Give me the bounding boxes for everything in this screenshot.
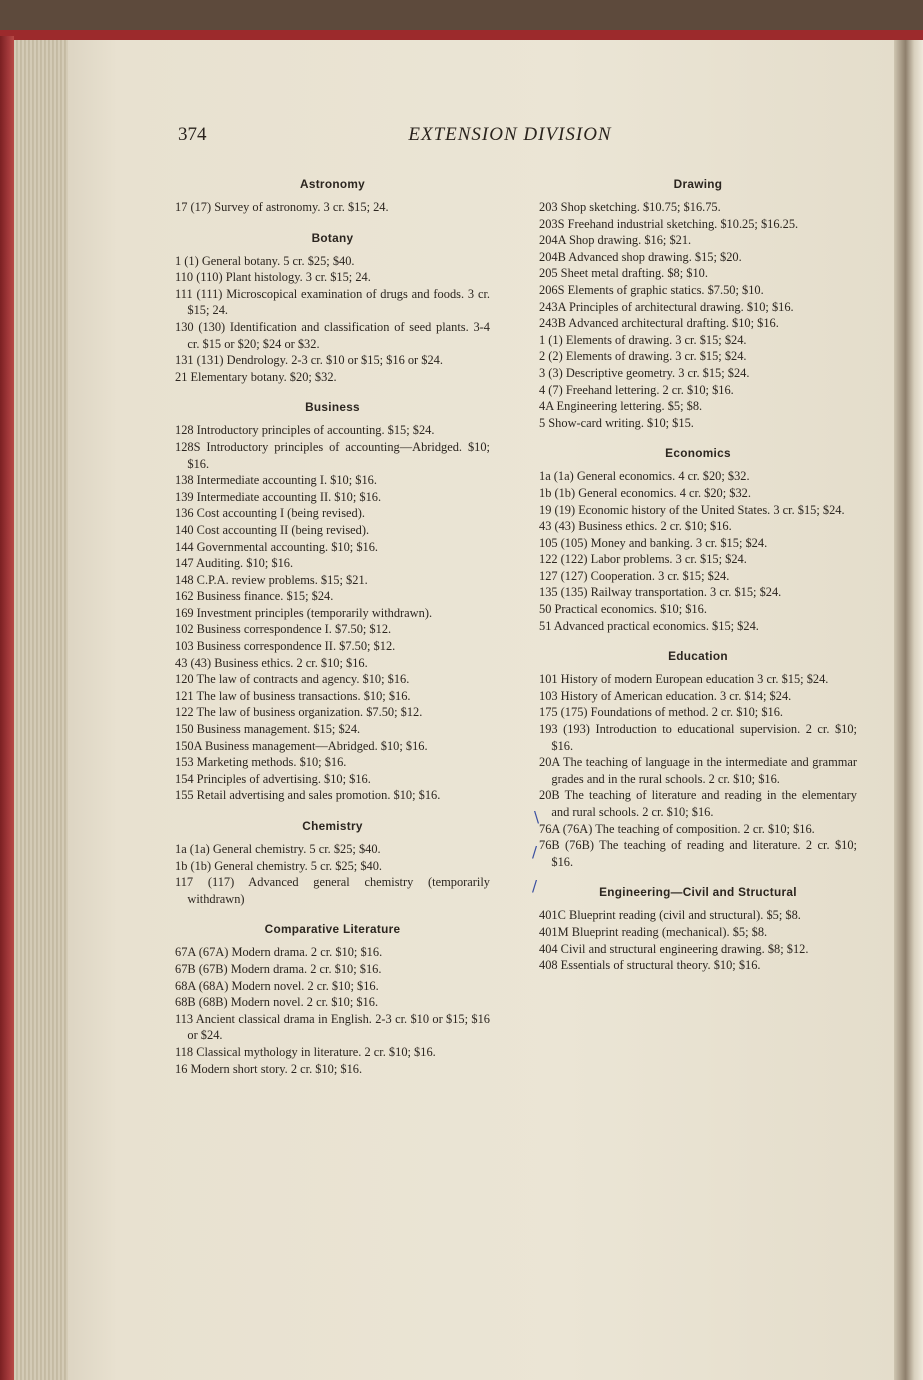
course-entry: 127 (127) Cooperation. 3 cr. $15; $24. bbox=[539, 568, 730, 583]
course-entry: 148 C.P.A. review problems. $15; $21. bbox=[175, 572, 368, 587]
section-heading: Chemistry bbox=[302, 819, 363, 833]
course-entry: 76A (76A) The teaching of composition. 2 cr. $10; $16. bbox=[539, 821, 815, 836]
course-entry: 401C Blueprint reading (civil and structural). $5; $8. bbox=[539, 908, 801, 923]
section-heading: Botany bbox=[311, 230, 354, 245]
pencil-mark: \ bbox=[534, 808, 540, 826]
course-entry: 404 Civil and structural engineering drawing. $8; $12. bbox=[539, 941, 809, 956]
course-entry: 121 The law of business transactions. $10; $16. bbox=[175, 688, 411, 703]
course-entry: 4 (7) Freehand lettering. 2 cr. $10; $16. bbox=[539, 382, 734, 397]
course-entry: 67B (67B) Modern drama. 2 cr. $10; $16. bbox=[175, 961, 382, 976]
course-entry: 20B The teaching of literature and reading in the elementary and rural schools. 2 cr. $10; $16. bbox=[539, 788, 857, 819]
section-heading: Comparative Literature bbox=[264, 922, 401, 937]
course-entry: 117 (117) Advanced general chemistry (temporarily withdrawn) bbox=[175, 875, 490, 906]
course-entry: 120 The law of contracts and agency. $10; $16. bbox=[175, 672, 410, 687]
course-entry: 150 Business management. $15; $24. bbox=[175, 722, 361, 737]
course-entry: 243B Advanced architectural drafting. $10; $16. bbox=[539, 316, 779, 331]
course-entry: 136 Cost accounting I (being revised). bbox=[175, 506, 365, 521]
course-entry: 162 Business finance. $15; $24. bbox=[175, 589, 334, 604]
course-entry: 130 (130) Identification and classification of seed plants. 3-4 cr. $15 or $20; $24 or $32. bbox=[175, 319, 490, 351]
section-gap bbox=[175, 804, 490, 818]
section-gap bbox=[175, 385, 490, 399]
course-entry: 408 Essentials of structural theory. $10; $16. bbox=[539, 958, 761, 973]
course-entry: 144 Governmental accounting. $10; $16. bbox=[175, 539, 379, 554]
course-entry: 102 Business correspondence I. $7.50; $12. bbox=[175, 622, 392, 637]
course-entry: 175 (175) Foundations of method. 2 cr. $10; $16. bbox=[539, 705, 784, 720]
section-heading: Engineering—Civil and Structural bbox=[599, 885, 797, 900]
section-gap bbox=[175, 216, 490, 230]
course-entry: 101 History of modern European education 3 cr. $15; $24. bbox=[539, 672, 829, 687]
section-gap bbox=[539, 870, 857, 884]
right-column bbox=[539, 176, 857, 974]
section-heading: Economics bbox=[665, 446, 731, 461]
book-spine bbox=[0, 36, 14, 1380]
course-entry: 154 Principles of advertising. $10; $16. bbox=[175, 771, 371, 786]
course-entry: 20A The teaching of language in the intermediate and grammar grades and in the rural schools. 2 cr. $10; $16. bbox=[539, 755, 857, 786]
course-entry: 21 Elementary botany. $20; $32. bbox=[175, 369, 337, 384]
course-entry: 2 (2) Elements of drawing. 3 cr. $15; $24. bbox=[539, 349, 747, 364]
course-entry: 139 Intermediate accounting II. $10; $16. bbox=[175, 489, 382, 504]
section-heading: Education bbox=[668, 649, 728, 664]
course-entry: 138 Intermediate accounting I. $10; $16. bbox=[175, 473, 377, 488]
course-entry: 206S Elements of graphic statics. $7.50; $10. bbox=[539, 282, 764, 297]
course-entry: 111 (111) Microscopical examination of drugs and foods. 3 cr. $15; 24. bbox=[175, 286, 490, 318]
course-entry: 1b (1b) General economics. 4 cr. $20; $32. bbox=[539, 485, 751, 500]
course-entry: 131 (131) Dendrology. 2-3 cr. $10 or $15; $16 or $24. bbox=[175, 353, 443, 368]
course-entry: 401M Blueprint reading (mechanical). $5; $8. bbox=[539, 924, 768, 939]
section-gap bbox=[539, 634, 857, 648]
page-number: 374 bbox=[178, 124, 207, 145]
course-entry: 153 Marketing methods. $10; $16. bbox=[175, 755, 347, 770]
left-column bbox=[175, 176, 490, 1077]
course-entry: 203S Freehand industrial sketching. $10.25; $16.25. bbox=[539, 216, 799, 231]
course-entry: 135 (135) Railway transportation. 3 cr. $15; $24. bbox=[539, 585, 782, 600]
course-entry: 50 Practical economics. $10; $16. bbox=[539, 602, 707, 617]
course-entry: 155 Retail advertising and sales promotion. $10; $16. bbox=[175, 788, 441, 803]
course-entry: 1 (1) General botany. 5 cr. $25; $40. bbox=[175, 253, 355, 268]
course-entry: 3 (3) Descriptive geometry. 3 cr. $15; $24. bbox=[539, 365, 750, 380]
course-entry: 4A Engineering lettering. $5; $8. bbox=[539, 399, 703, 414]
course-entry: 110 (110) Plant histology. 3 cr. $15; 24. bbox=[175, 270, 371, 285]
course-entry: 140 Cost accounting II (being revised). bbox=[175, 522, 370, 537]
course-entry: 205 Sheet metal drafting. $8; $10. bbox=[539, 266, 708, 281]
course-entry: 1a (1a) General chemistry. 5 cr. $25; $40. bbox=[175, 842, 381, 856]
course-entry: 1a (1a) General economics. 4 cr. $20; $32. bbox=[539, 469, 750, 484]
course-entry: 128S Introductory principles of accounting—Abridged. $10; $16. bbox=[175, 439, 490, 471]
course-entry: 169 Investment principles (temporarily withdrawn). bbox=[175, 605, 433, 620]
course-entry: 1b (1b) General chemistry. 5 cr. $25; $40. bbox=[175, 858, 383, 873]
course-entry: 103 History of American education. 3 cr. $14; $24. bbox=[539, 688, 792, 703]
next-page-edge bbox=[894, 40, 923, 1380]
section-heading: Drawing bbox=[673, 177, 723, 191]
course-entry: 203 Shop sketching. $10.75; $16.75. bbox=[539, 200, 721, 214]
pencil-mark: / bbox=[532, 877, 538, 895]
section-gap bbox=[175, 907, 490, 921]
course-entry: 122 (122) Labor problems. 3 cr. $15; $24. bbox=[539, 552, 747, 567]
course-entry: 43 (43) Business ethics. 2 cr. $10; $16. bbox=[539, 519, 732, 534]
course-entry: 51 Advanced practical economics. $15; $24. bbox=[539, 618, 759, 633]
course-entry: 68B (68B) Modern novel. 2 cr. $10; $16. bbox=[175, 995, 379, 1010]
course-entry: 17 (17) Survey of astronomy. 3 cr. $15; 24. bbox=[175, 200, 389, 214]
course-entry: 68A (68A) Modern novel. 2 cr. $10; $16. bbox=[175, 978, 379, 993]
course-entry: 76B (76B) The teaching of reading and literature. 2 cr. $10; $16. bbox=[539, 838, 857, 869]
course-entry: 204B Advanced shop drawing. $15; $20. bbox=[539, 249, 742, 264]
page-stack-edges bbox=[14, 40, 71, 1380]
course-entry: 204A Shop drawing. $16; $21. bbox=[539, 233, 692, 248]
course-entry: 122 The law of business organization. $7.50; $12. bbox=[175, 705, 423, 720]
pencil-mark: / bbox=[532, 843, 538, 861]
course-entry: 43 (43) Business ethics. 2 cr. $10; $16. bbox=[175, 655, 368, 670]
course-entry: 128 Introductory principles of accounting. $15; $24. bbox=[175, 423, 435, 438]
running-head: EXTENSION DIVISION bbox=[408, 124, 612, 145]
course-entry: 16 Modern short story. 2 cr. $10; $16. bbox=[175, 1061, 363, 1076]
course-entry: 19 (19) Economic history of the United States. 3 cr. $15; $24. bbox=[539, 502, 845, 517]
course-entry: 5 Show-card writing. $10; $15. bbox=[539, 415, 694, 430]
page-header bbox=[0, 120, 923, 150]
course-entry: 113 Ancient classical drama in English. 2-3 cr. $10 or $15; $16 or $24. bbox=[175, 1011, 490, 1043]
course-entry: 243A Principles of architectural drawing. $10; $16. bbox=[539, 299, 794, 314]
course-entry: 118 Classical mythology in literature. 2 cr. $10; $16. bbox=[175, 1044, 436, 1059]
course-entry: 193 (193) Introduction to educational supervision. 2 cr. $10; $16. bbox=[539, 722, 857, 753]
course-entry: 1 (1) Elements of drawing. 3 cr. $15; $24. bbox=[539, 332, 747, 347]
section-gap bbox=[539, 431, 857, 445]
course-entry: 147 Auditing. $10; $16. bbox=[175, 556, 294, 571]
course-entry: 67A (67A) Modern drama. 2 cr. $10; $16. bbox=[175, 945, 383, 960]
section-heading: Business bbox=[305, 400, 360, 415]
course-entry: 105 (105) Money and banking. 3 cr. $15; $24. bbox=[539, 535, 768, 550]
section-heading: Astronomy bbox=[300, 177, 365, 191]
course-entry: 150A Business management—Abridged. $10; $16. bbox=[175, 738, 428, 753]
course-entry: 103 Business correspondence II. $7.50; $12. bbox=[175, 639, 396, 654]
